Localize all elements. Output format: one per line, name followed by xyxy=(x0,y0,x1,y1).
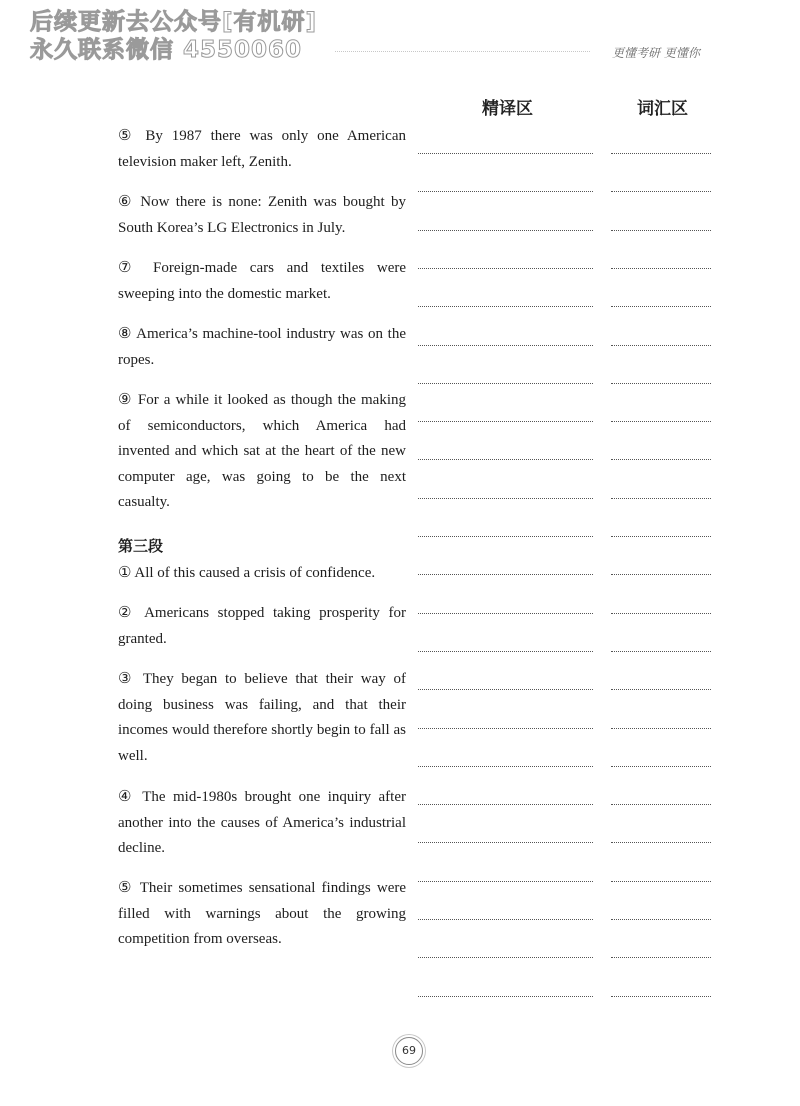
translation-line xyxy=(418,574,593,575)
sentence-8: ⑧ America’s machine-tool industry was on the ropes. xyxy=(118,326,406,368)
section3-sentence-3: ③ They began to believe that their way of doing business was failing, and that their incomes would therefore shortly begin to fall as well. xyxy=(118,671,406,764)
vocabulary-line xyxy=(611,804,711,805)
vocabulary-line xyxy=(611,345,711,346)
translation-line xyxy=(418,268,593,269)
vocabulary-line xyxy=(611,421,711,422)
translation-line xyxy=(418,613,593,614)
vocabulary-line xyxy=(611,766,711,767)
translation-line xyxy=(418,498,593,499)
vocabulary-line xyxy=(611,230,711,231)
vocabulary-line xyxy=(611,191,711,192)
translation-line xyxy=(418,191,593,192)
sentence-6: ⑥ Now there is none: Zenith was bought by South Korea’s LG Electronics in July. xyxy=(118,194,406,236)
translation-line xyxy=(418,306,593,307)
section-title: 第三段 xyxy=(118,537,164,555)
watermark xyxy=(30,8,317,64)
vocabulary-line xyxy=(611,881,711,882)
translation-line xyxy=(418,536,593,537)
vocabulary-line xyxy=(611,306,711,307)
vocabulary-line xyxy=(611,153,711,154)
vocabulary-line xyxy=(611,383,711,384)
translation-line xyxy=(418,421,593,422)
translation-line xyxy=(418,651,593,652)
translation-line xyxy=(418,230,593,231)
translation-line xyxy=(418,957,593,958)
watermark-line-2: 永久联系微信 4550060 xyxy=(30,37,303,63)
vocabulary-line xyxy=(611,919,711,920)
section3-sentence-5: ⑤ Their sometimes sensational findings were filled with warnings about the growing competition from overseas. xyxy=(118,880,406,947)
translation-line xyxy=(418,766,593,767)
sentence-7: ⑦ Foreign-made cars and textiles were sweeping into the domestic market. xyxy=(118,260,406,302)
vocabulary-line xyxy=(611,459,711,460)
vocabulary-line xyxy=(611,574,711,575)
vocabulary-line xyxy=(611,613,711,614)
section3-sentence-4: ④ The mid-1980s brought one inquiry after another into the causes of America’s industrial decline. xyxy=(118,789,406,856)
sentence-5: ⑤ By 1987 there was only one American television maker left, Zenith. xyxy=(118,128,406,170)
vocabulary-line xyxy=(611,689,711,690)
vocabulary-line xyxy=(611,536,711,537)
watermark-line-1: 后续更新去公众号[有机研] xyxy=(30,9,318,35)
section3-sentence-2: ② Americans stopped taking prosperity for granted. xyxy=(118,605,406,647)
vocabulary-column-header: 词汇区 xyxy=(637,99,688,119)
translation-line xyxy=(418,842,593,843)
translation-line xyxy=(418,153,593,154)
translation-line xyxy=(418,345,593,346)
vocabulary-line xyxy=(611,268,711,269)
translation-column-header: 精译区 xyxy=(482,99,533,119)
sentence-9: ⑨ For a while it looked as though the making of semiconductors, which America had invented and which sat at the heart of the new computer age, was going to be the next casualty. xyxy=(118,392,406,510)
vocabulary-line xyxy=(611,728,711,729)
vocabulary-line xyxy=(611,957,711,958)
header-slogan: 更懂考研 更懂你 xyxy=(612,46,700,60)
translation-line xyxy=(418,459,593,460)
page-number: 69 xyxy=(395,1037,423,1065)
translation-line xyxy=(418,383,593,384)
section3-sentence-1: ① All of this caused a crisis of confidence. xyxy=(118,565,376,581)
translation-line xyxy=(418,881,593,882)
vocabulary-line xyxy=(611,842,711,843)
header-rule xyxy=(335,51,590,52)
translation-line xyxy=(418,919,593,920)
translation-line xyxy=(418,996,593,997)
vocabulary-line xyxy=(611,498,711,499)
vocabulary-line xyxy=(611,996,711,997)
translation-line xyxy=(418,728,593,729)
translation-line xyxy=(418,689,593,690)
vocabulary-line xyxy=(611,651,711,652)
translation-line xyxy=(418,804,593,805)
